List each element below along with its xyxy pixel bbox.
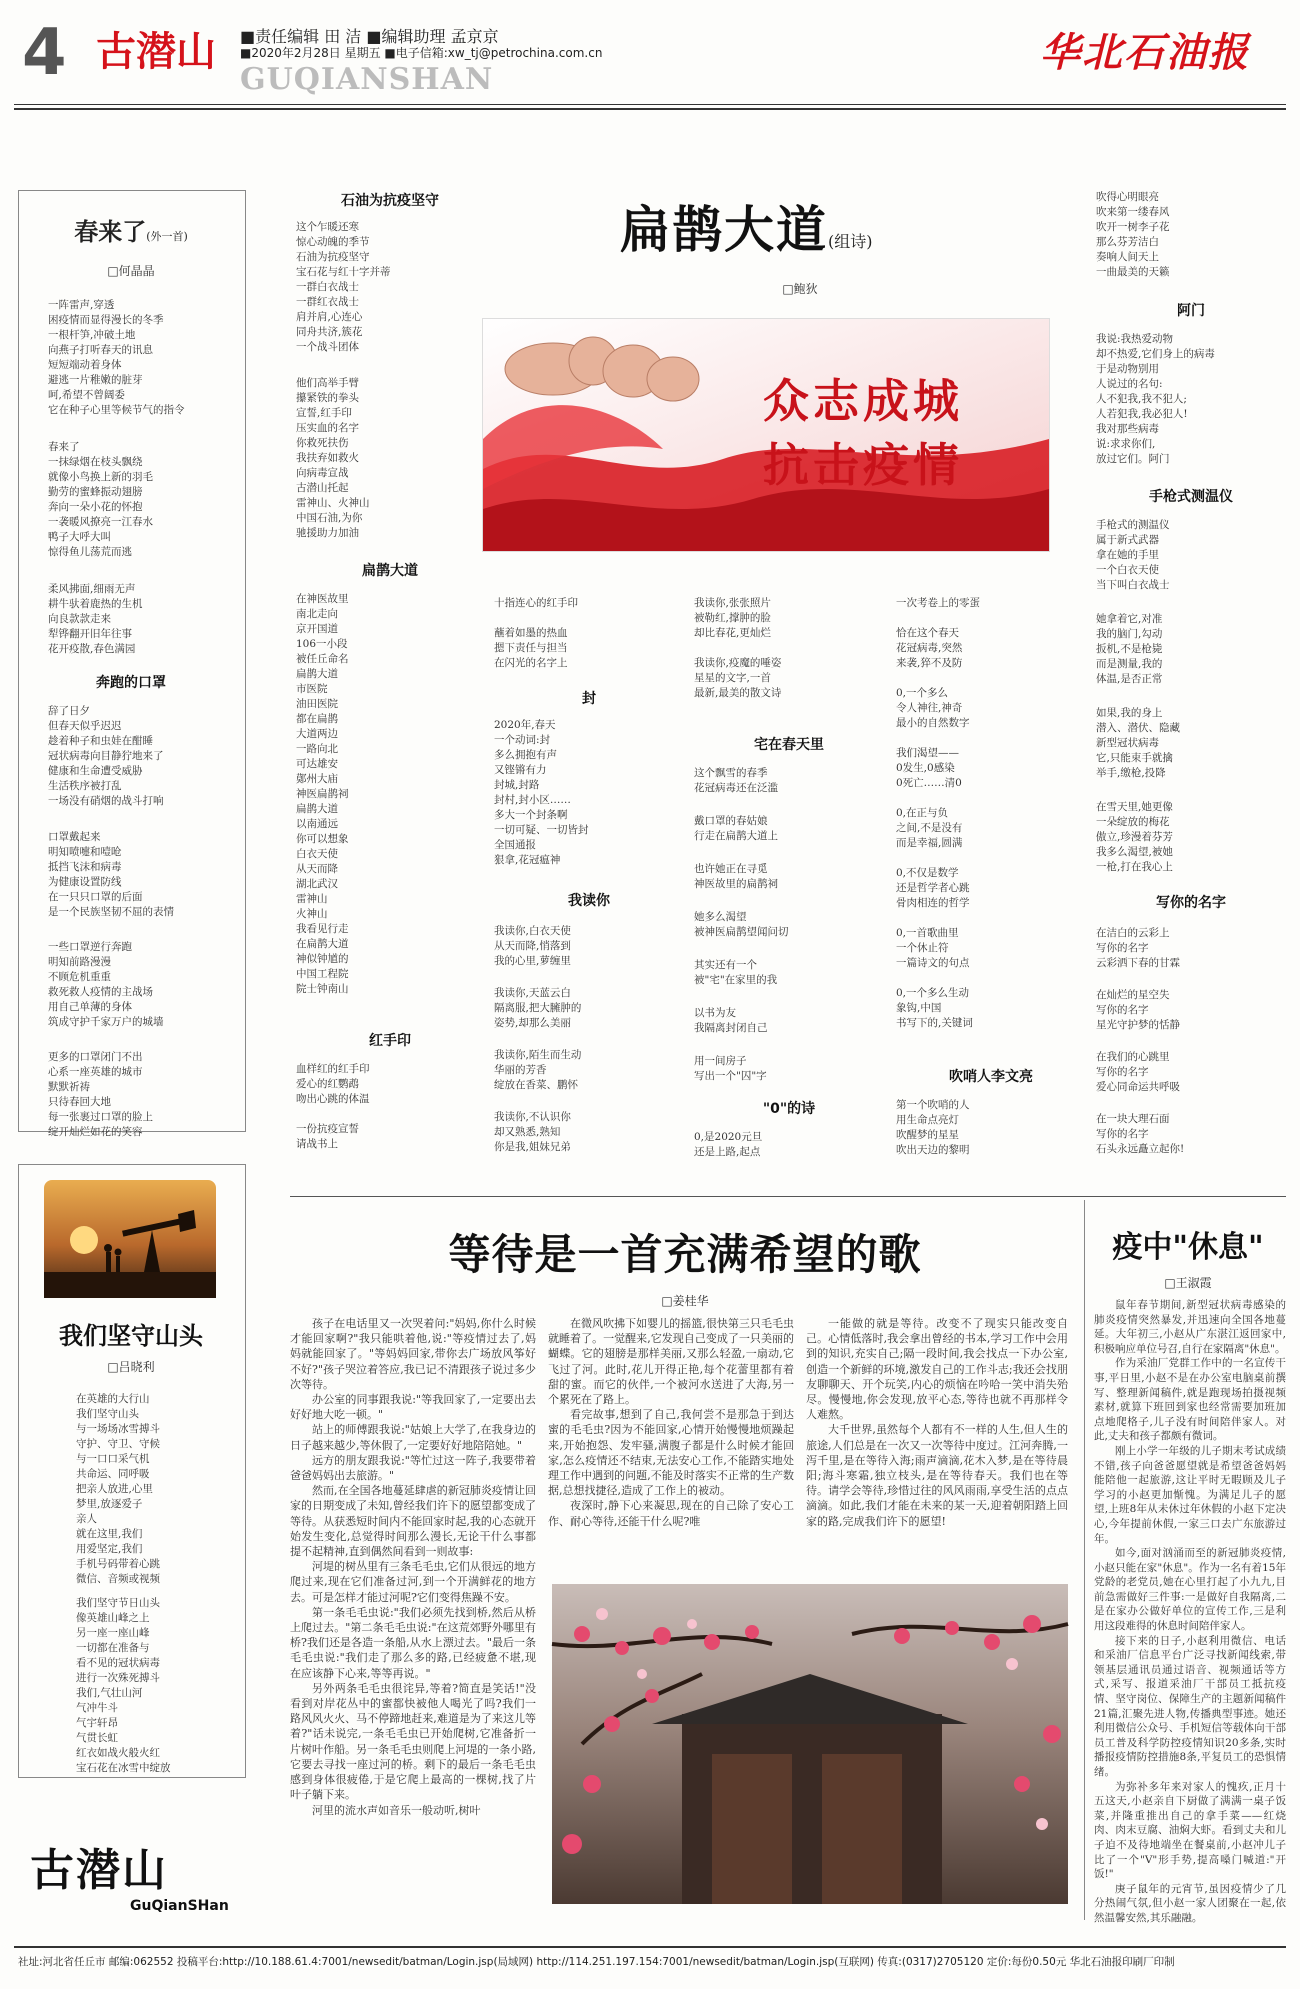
waiting-p: 看完故事,想到了自己,我何尝不是那急于到达蜜的毛毛虫?因为不能回家,心情开始慢慢地烦躁起来,开始抱怨、发牢骚,满腹子都是什么时候才能回家,怎么疫情还不结束,无法安心工作,不能踏实地处理工作中遇到的问题,不能及时落实不正常的生产数据,总想找捷径,造成了工作上的被动。 [548,1408,794,1498]
waiting-p: 站上的师傅跟我说:"姑娘上大学了,在我身边的日子越来越少,等休假了,一定要好好地陪陪她。" [290,1423,536,1452]
waiting-p: 夜深时,静下心来凝思,现在的自己除了安心工作、耐心等待,还能干什么呢?唯 [548,1499,794,1528]
spring-body-2: 春来了 一抹绿烟在枝头飘绕 就像小鸟换上新的羽毛 勤劳的蜜蜂振动翅膀 奔向一朵小花的怀抱 一袭暖风撩亮一江春水 鸭子大呼大叫 惊得鱼儿荡荒而逃 [48,441,153,558]
waiting-p: 孩子在电话里又一次哭着问:"妈妈,你什么时候才能回家啊?"我只能哄着他,说:"等疫情过去了,妈妈就能回家了。"等妈妈回家,带你去广场放风筝好不好?"孩子哭泣着答应,我已记不清跟孩子说过多少次等待。 [290,1317,536,1391]
mask-body-3: 一些口罩逆行奔跑 明知前路漫漫 不顾危机重重 救死救人疫情的主战场 用自己单薄的身体 筑成守护千家万户的城墙 [48,941,164,1028]
gun-body-4: 在雪天里,她更像 一朵绽放的梅花 傲立,珍漫着芬芳 我多么渴望,被她 一枪,打在我心上 [1096,801,1173,873]
col5-top: 吹得心明眼亮 吹来第一缕春风 吹开一树李子花 那么芬芳洁白 奏响人间天上 一曲最美的天籁 [1096,191,1170,278]
logo-chars: 古潜山 [30,1845,168,1896]
right-col-rule [1084,1200,1085,1920]
waiting-p: 远方的朋友跟我说:"等忙过这一阵子,我要带着爸爸妈妈出去旅游。" [290,1453,536,1483]
oil-poem-body-2: 他们高举手臂 攥紧铁的拳头 宣誓,红手印 压实血的名字 你救死扶伤 我扶弃如救火 向病毒宣战 古潜山托起 雷神山、火神山 中国石油,为你 驰援助力加油 [296,377,370,539]
fight-epidemic-banner [482,318,1050,552]
rest-p: 接下来的日子,小赵利用微信、电话和采油厂信息平台广泛寻找新闻线索,带领基层通讯员通过语音、视频通话等方式,采写、报道采油厂干部员工抵抗疫情、坚守岗位、保障生产的主题新闻稿件21篇,汇聚先进人物,传播典型事迹。她还利用微信公众号、手机短信等载体向干部员工普及科学防控疫情知识20多条,实时播报疫情防控措施8条,平复员工的恐惧情绪。 [1094,1634,1286,1778]
rest-p: 庚子鼠年的元宵节,虽因疫情少了几分热闹气氛,但小赵一家人团聚在一起,依然温馨安然,其乐融融。 [1094,1882,1286,1924]
name-body-2: 在灿烂的星空失 写你的名字 星光守护梦的恬静 [1096,989,1180,1031]
waiting-title: 等待是一首充满希望的歌 [448,1230,922,1279]
read-body-3: 我读你,陌生而生动 华丽的芳香 绽放在香菜、鹏怀 [494,1049,582,1091]
gun-title: 手枪式测温仪 [1149,489,1233,505]
waiting-p: 另外两条毛毛虫很诧异,等着?简直是笑话!"没看到对岸花丛中的蜜都快被他人喝光了吗?我们一路风风火火、马不停蹄地赶来,难道是为了来这儿等着?"话未说完,一条毛毛虫已开始爬树,它准备折一片树叶作船。另一条毛毛虫则爬上河堤的一条小路,它要去寻找一座过河的桥。剩下的最后一条毛毛虫感到身体很疲倦,于是它爬上最高的一棵树,找了片叶子躺下来。 [290,1681,536,1802]
header-rule-thin [14,104,1286,105]
read-body-2: 我读你,天蓝云白 隔离服,把大臃肿的 姿势,却那么美丽 [494,987,582,1029]
guard-body-1: 在英雄的大行山 我们坚守山头 与一场场冰雪搏斗 守护、守卫、守候 与一口口采气机 共命运、同呼吸 把亲人放进,心里 梦里,放逐爱子 亲人 就在这里,我们 用爱坚定,我们 手机号码带着心跳 微信、音频或视频 [76,1393,160,1585]
bianque-author: □鲍狄 [782,282,818,296]
waiting-p: 然而,在全国各地蔓延肆虐的新冠肺炎疫情让回家的日期变成了未知,曾经我们许下的愿望都变成了等待。从获悉短时间内不能回家时起,我的心态就开始发生变化,总觉得时间那么漫长,无论干什么事都提不起精神,直到偶然间看到一则故事: [290,1484,536,1559]
home-title: 宅在春天里 [754,737,824,753]
gun-body-3: 如果,我的身上 潜入、潜伏、隐藏 新型冠状病毒 它,只能束手就擒 举手,缴枪,投降 [1096,707,1180,779]
rest-p: 如今,面对汹涌而至的新冠肺炎疫情,小赵只能在家"休息"。作为一名有着15年党龄的老党员,她在心里打起了小九九,目前急需做好三件事:一是做好自我隔离,二是在家办公做好单位的宣传工作,三是利用这段难得的休息时间陪伴家人。 [1094,1547,1286,1633]
rest-p: 作为采油厂党群工作中的一名宣传干事,平日里,小赵不是在办公室电脑桌前撰写、整理新闻稿件,就是跑现场拍摄视频素材,就算下班回到家也经常需要加班加点地爬格子,儿子没有时间陪伴家人。对此,丈夫和孩子都颇有微词。 [1094,1357,1286,1443]
spring-subtitle: (外一首) [146,230,188,243]
door-body: 我说:我热爱动物 却不热爱,它们身上的病毒 于是动物别用 人说过的名句: 人不犯我,我不犯人; 人若犯我,我必犯人! 我对那些病毒 说:求求你们, 放过它们。阿门 [1096,333,1215,465]
footer-rule [14,1946,1286,1948]
seal-title: 封 [582,691,596,707]
mask-body-1: 辞了日夕 但春天似乎迟迟 趁着种子和虫娃在酣睡 冠状病毒向目静狞地来了 健康和生命遭受威胁 生活秩序被打乱 一场没有硝烟的战斗打响 [48,705,164,807]
guard-author: □吕晓利 [107,1360,155,1374]
spring-body-3: 柔风拂面,细雨无声 耕牛驮着鹿热的生机 向良款款走来 犁铧翻开旧年往事 花开疫散,春色满园 [48,583,143,655]
header-rule-thick [14,108,1286,110]
footer-text: 社址:河北省任丘市 邮编:062552 投稿平台:http://10.188.61.4:7001/newsedit/batman/Login.jsp(局域网) http://114.251.197.154:7001/newsedit/batman/Login.jsp(互联网) 传真:(0317)2705120 定价:每份0.50元 华北石油报印刷厂印制 [18,1956,1175,1968]
gun-body-1: 手枪式的测温仪 属于新式武器 拿在她的手里 一个白衣天使 当下叫白衣战士 [1096,519,1170,591]
red-hand-title: 红手印 [369,1033,411,1049]
rest-p: 鼠年春节期间,新型冠状病毒感染的肺炎疫情突然暴发,并迅速向全国各地蔓延。大年初三,小赵从广东湛江返回家中,积极响应单位号召,自行在家隔离"休息"。 [1094,1299,1286,1355]
door-title: 阿门 [1177,303,1205,319]
header-line1: ■责任编辑 田 洁 ■编辑助理 孟京京 [240,27,499,46]
waiting-p: 在微风吹拂下如婴儿的摇篮,很快第三只毛毛虫就睡着了。一觉醒来,它发现自己变成了一只美丽的蝴蝶。它的翅膀是那样美丽,又那么轻盈,一扇动,它飞过了河。此时,花儿开得正艳,每个花蕾里都有着甜的蜜。而它的伙伴,一个被河水送进了大海,另一个累死在了路上。 [548,1317,794,1407]
bianque-title-wrap [620,190,1020,262]
whistle-body: 第一个吹哨的人 用生命点亮灯 吹醒梦的星星 吹出天边的黎明 [896,1099,970,1156]
mask-body-2: 口罩戴起来 明知喷嚏和噎呛 抵挡飞沫和病毒 为健康设置防线 在一只只口罩的后面 是一个民族坚韧不屈的表情 [48,831,174,918]
home-body-3: 也许她正在寻觅 神医故里的扁鹊祠 [694,863,778,890]
home-body-7: 用一间房子 写出一个"囚"字 [694,1055,767,1082]
home-body-1: 这个飘雪的春季 花冠病毒还在泛滥 [694,767,778,794]
rest-p: 为弥补多年来对家人的愧疚,正月十五这天,小赵亲自下厨做了满满一桌子饭菜,并隆重推出自己的拿手菜——红烧肉、肉末豆腐、油焖大虾。看到丈夫和儿子迫不及待地端坐在餐桌前,小赵冲儿子比了一个"V"形手势,提高嗓门喊道:"开饭!" [1094,1780,1286,1881]
waiting-p: 大千世界,虽然每个人都有不一样的人生,但人生的旅途,人们总是在一次又一次等待中度过。江河奔腾,一泻千里,是在等待入海;雨声滴滴,花木入梦,是在等待晨阳;海斗寒霜,独立枝头,是在等待春天。我们也在等待。请学会等待,珍惜过往的风风雨雨,享受生活的点点滴滴。如此,我们才能在未来的某一天,迎着朝阳踏上回家的路,完成我们许下的愿望! [806,1423,1068,1528]
masthead: 华北石油报 [1040,29,1250,76]
spring-body-1: 一阵雷声,穿透 困疫情而显得漫长的冬季 一根杆笋,冲破土地 向燕子打听春天的讯息 短短端动着身体 避逃一片稚嫩的脏芽 呵,希望不曾阔委 它在种子心里等候节气的指令 [48,299,185,416]
home-body-4: 她多么渴望 被神医扁鹊望闻问切 [694,911,789,938]
home-body-5: 其实还有一个 被"宅"在家里的我 [694,959,778,986]
waiting-p: 河堤的树丛里有三条毛毛虫,它们从很远的地方爬过来,现在它们准备过河,到一个开满鲜花的地方去。可是怎样才能过河呢?它们变得焦躁不安。 [290,1560,536,1604]
gun-body-2: 她拿着它,对准 我的脑门,勾动 扳机,不是枪毙 而是测量,我的 体温,是否正常 [1096,613,1163,685]
col3-top: 我读你,张张照片 被勒红,撑肿的脸 却比春花,更灿烂 我读你,疫魔的唾姿 星星的文字,一首 最新,最美的散文诗 [694,597,782,699]
name-body-4: 在一块大理石面 写你的名字 石头永远矗立起你! [1096,1113,1185,1155]
mask-title: 奔跑的口罩 [96,675,166,691]
banner-line-2: 抗击疫情 [763,438,963,492]
section-pinyin: GUQIANSHAN [240,62,494,97]
bianque-title: 扁鹊大道 [620,201,828,259]
header-line2: ■2020年2月28日 星期五 ■电子信箱:xw_tj@petrochina.com.cn [240,46,603,60]
rest-p: 刚上小学一年级的儿子期末考试成绩不错,孩子向爸爸愿望就是希望爸爸妈妈能陪他一起旅游,这让平时无暇顾及儿子学习的小赵更加惭愧。为满足儿子的愿望,上班8年从未休过年休假的小赵下定决心,今年提前休假,一家三口去广东旅游过年。 [1094,1444,1286,1545]
col4-body: 一次考卷上的零蛋 恰在这个春天 花冠病毒,突然 来袭,猝不及防 0,一个多么 令人神往,神奇 最小的自然数字 我们渴望—— 0发生,0感染 0死亡……清0 0,在正与负 之间,不是没有 而是幸福,圆满 0,不仅是数学 还是哲学者心跳 骨肉相连的哲学 0,一首歌曲里 一个休止符 一篇诗文的句点 0,一个多么生动 象钩,中国 书写下的,关键词 [896,597,980,1029]
waiting-col-2 [548,1316,794,1576]
bianque-subtitle: (组诗) [828,232,873,251]
guqianshan-logo [30,1846,240,1928]
mid-rule [290,1196,1286,1197]
spring-title: 春来了 [74,217,147,246]
col2-top: 十指连心的红手印 蘸着如墨的热血 摁下责任与担当 在闪光的名字上 [494,597,578,669]
read-body-4: 我读你,不认识你 却又熟悉,熟知 你是我,姐妹兄弟 [494,1111,571,1153]
red-hand-body: 血样红的红手印 爱心的红鹦鹉 吻出心跳的体温 一份抗疫宣誓 请战书上 [296,1063,370,1150]
oil-poem-body-1: 这个乍暖还寒 惊心动魄的季节 石油为抗疫坚守 宝石花与红十字并蒂 一群白衣战士 一群红衣战士 肩并肩,心连心 同舟共济,簇花 一个战斗团体 [296,221,391,353]
guard-body-2: 我们坚守节日山头 像英雄山峰之上 另一座一座山峰 一切都在准备与 看不见的冠状病毒 进行一次殊死搏斗 我们,气壮山河 气冲牛斗 气宇轩昂 气贯长虹 红衣如战火般火红 宝石花在冰雪中绽放 [76,1597,171,1774]
home-body-2: 戴口罩的春姑娘 行走在扁鹊大道上 [694,815,778,842]
page-number: 4 [22,16,67,90]
banner-line-1: 众志成城 [763,374,963,428]
section1-body: 在神医故里 南北走向 京开国道 106一小段 被任丘命名 扁鹊大道 市医院 油田医院 都在扁鹊 大道两边 一路向北 可达雄安 鄚州大庙 神医扁鹊祠 扁鹊大道 以南通远 你可以想象 白衣天使 从天而降 湖北武汉 雷神山 火神山 我看见行走 在扁鹊大道 神似钟馗的 中国工程院 院士钟南山 [296,593,349,995]
guard-box [18,1164,246,1778]
spring-title-wrap [18,212,244,247]
read-title: 我读你 [568,893,610,909]
whistle-title: 吹哨人李文亮 [949,1069,1033,1085]
name-title: 写你的名字 [1156,895,1226,911]
mask-body-4: 更多的口罩闭门不出 心系一座英雄的城市 默默祈祷 只待春回大地 每一张裹过口罩的脸上 绽开灿烂如花的笑容 [48,1051,153,1138]
waiting-author: □姜桂华 [661,1294,709,1308]
waiting-p: 一能做的就是等待。改变不了现实只能改变自己。心情低落时,我会拿出曾经的书本,学习工作中会用到的知识,充实自己;隔一段时间,我会找点一下办公室,创造一个新鲜的环境,激发自己的工作斗志;我还会找朋友聊聊天、开个玩笑,内心的烦恼在吟哈一笑中消失殆尽。慢慢地,你会发现,放平心态,等待也就不再那样令人难熬。 [806,1317,1068,1422]
home-body-6: 以书为友 我隔离封闭自己 [694,1007,768,1034]
oil-poem-title: 石油为抗疫坚守 [341,193,439,209]
waiting-p: 河里的流水声如音乐一般动听,树叶 [312,1803,481,1817]
name-body-1: 在洁白的云彩上 写你的名字 云彩洒下春的甘霖 [1096,927,1180,969]
waiting-col-3 [806,1316,1068,1576]
zero-body: 0,是2020元旦 还是上路,起点 [694,1131,763,1158]
zero-title: "0"的诗 [762,1101,816,1117]
waiting-col-1 [290,1316,536,1906]
spring-author: □何晶晶 [107,264,155,278]
rest-body [1094,1298,1286,1924]
read-body-1: 我读你,白衣天使 从天而降,悄落到 我的心里,萝缠里 [494,925,571,967]
section1-title: 扁鹊大道 [362,563,418,579]
guard-title: 我们坚守山头 [59,1322,203,1350]
waiting-p: 办公室的同事跟我说:"等我回家了,一定要出去好好地大吃一顿。" [290,1393,536,1422]
logo-pinyin: GuQianSHan [130,1898,229,1914]
rest-author: □王淑霞 [1164,1276,1212,1290]
waiting-p: 第一条毛毛虫说:"我们必须先找到桥,然后从桥上爬过去。"第二条毛毛虫说:"在这荒郊野外哪里有桥?我们还是各造一条船,从水上漂过去。"最后一条毛毛虫说:"我们走了那么多的路,已经疲惫不堪,现在应该静下心来,等等再说。" [290,1605,536,1680]
plum-blossom-photo [552,1584,1068,1904]
seal-body: 2020年,春天 一个动词:封 多么拥抱有声 又铿锵有力 封城,封路 封村,封小区…… 多大一个封条啊 一切可疑、一切皆封 全国通报 狠拿,花冠瘟神 [494,719,589,866]
section-title: 古潜山 [96,28,216,75]
name-body-3: 在我们的心跳里 写你的名字 爱心同命运共呼吸 [1096,1051,1180,1093]
rest-title: 疫中"休息" [1112,1230,1264,1265]
